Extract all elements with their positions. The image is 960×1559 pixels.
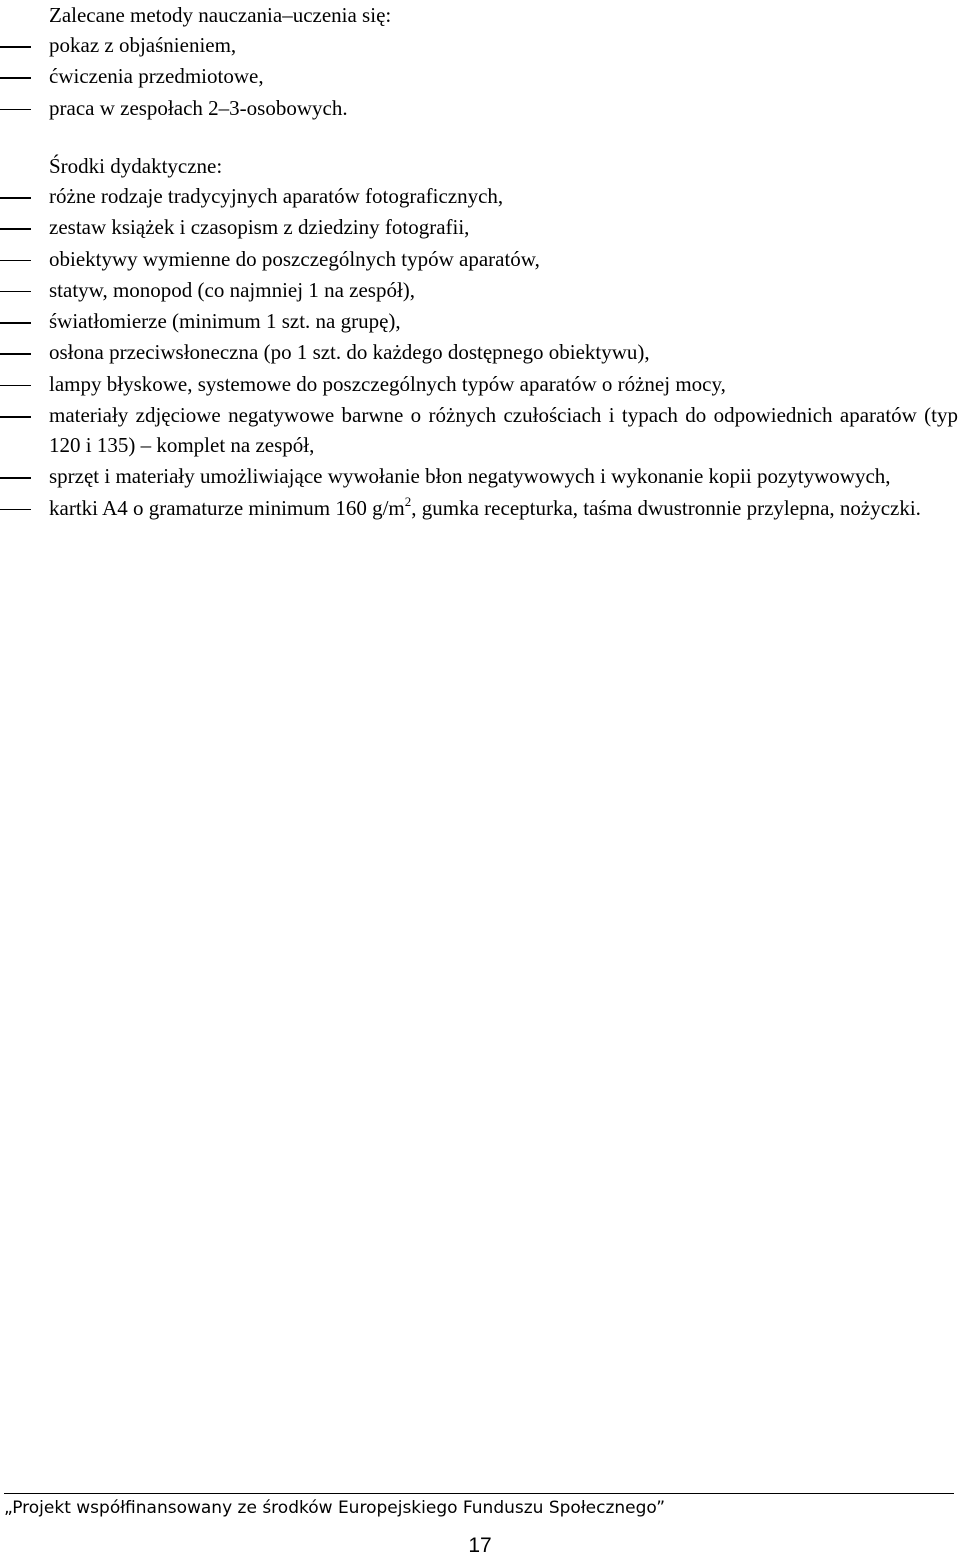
dash-bullet-icon — [0, 109, 31, 111]
dash-bullet-icon — [0, 197, 31, 199]
list-item — [0, 493, 958, 523]
list-item: różne rodzaje tradycyjnych aparatów fotograficznych, — [0, 181, 958, 211]
page-number: 17 — [468, 1534, 492, 1557]
list-item: materiały zdjęciowe negatywowe barwne o różnych czułościach i typach do odpowiednich aparatów (typ 120 i 135) – komplet na zespół, — [0, 400, 958, 460]
list-item: lampy błyskowe, systemowe do poszczególnych typów aparatów o różnej mocy, — [0, 369, 958, 399]
list-item: sprzęt i materiały umożliwiające wywołanie błon negatywowych i wykonanie kopii pozytywowych, — [0, 461, 958, 491]
footer-funding-note: „Projekt współfinansowany ze środków Europejskiego Funduszu Społecznego” — [4, 1498, 666, 1518]
dash-bullet-icon — [0, 77, 31, 79]
dash-bullet-icon — [0, 509, 31, 511]
list-item: zestaw książek i czasopism z dziedziny fotografii, — [0, 212, 958, 242]
dash-bullet-icon — [0, 416, 31, 418]
dash-bullet-icon — [0, 260, 31, 262]
dash-bullet-icon — [0, 385, 31, 387]
superscript-exponent: 2 — [404, 493, 412, 509]
list-item: światłomierze (minimum 1 szt. na grupę), — [0, 306, 958, 336]
dash-bullet-icon — [0, 228, 31, 230]
list-item: osłona przeciwsłoneczna (po 1 szt. do każdego dostępnego obiektywu), — [0, 337, 958, 367]
list-item: statyw, monopod (co najmniej 1 na zespół), — [0, 275, 958, 305]
methods-list — [0, 30, 958, 124]
aids-list — [0, 181, 958, 524]
dash-bullet-icon — [0, 322, 31, 324]
dash-bullet-icon — [0, 291, 31, 293]
methods-heading: Zalecane metody nauczania–uczenia się: — [49, 3, 392, 27]
list-item: obiektywy wymienne do poszczególnych typów aparatów, — [0, 244, 958, 274]
footer-divider — [4, 1493, 954, 1494]
list-item: praca w zespołach 2–3-osobowych. — [0, 93, 958, 123]
list-item: pokaz z objaśnieniem, — [0, 30, 958, 60]
last-item-text-end: , gumka recepturka, taśma dwustronnie przylepna, nożyczki. — [411, 495, 921, 520]
list-item: ćwiczenia przedmiotowe, — [0, 61, 958, 91]
dash-bullet-icon — [0, 46, 31, 48]
dash-bullet-icon — [0, 477, 31, 479]
aids-heading: Środki dydaktyczne: — [49, 154, 223, 178]
last-item-text-start: kartki A4 o gramaturze minimum 160 g/m — [49, 495, 405, 520]
dash-bullet-icon — [0, 353, 31, 355]
